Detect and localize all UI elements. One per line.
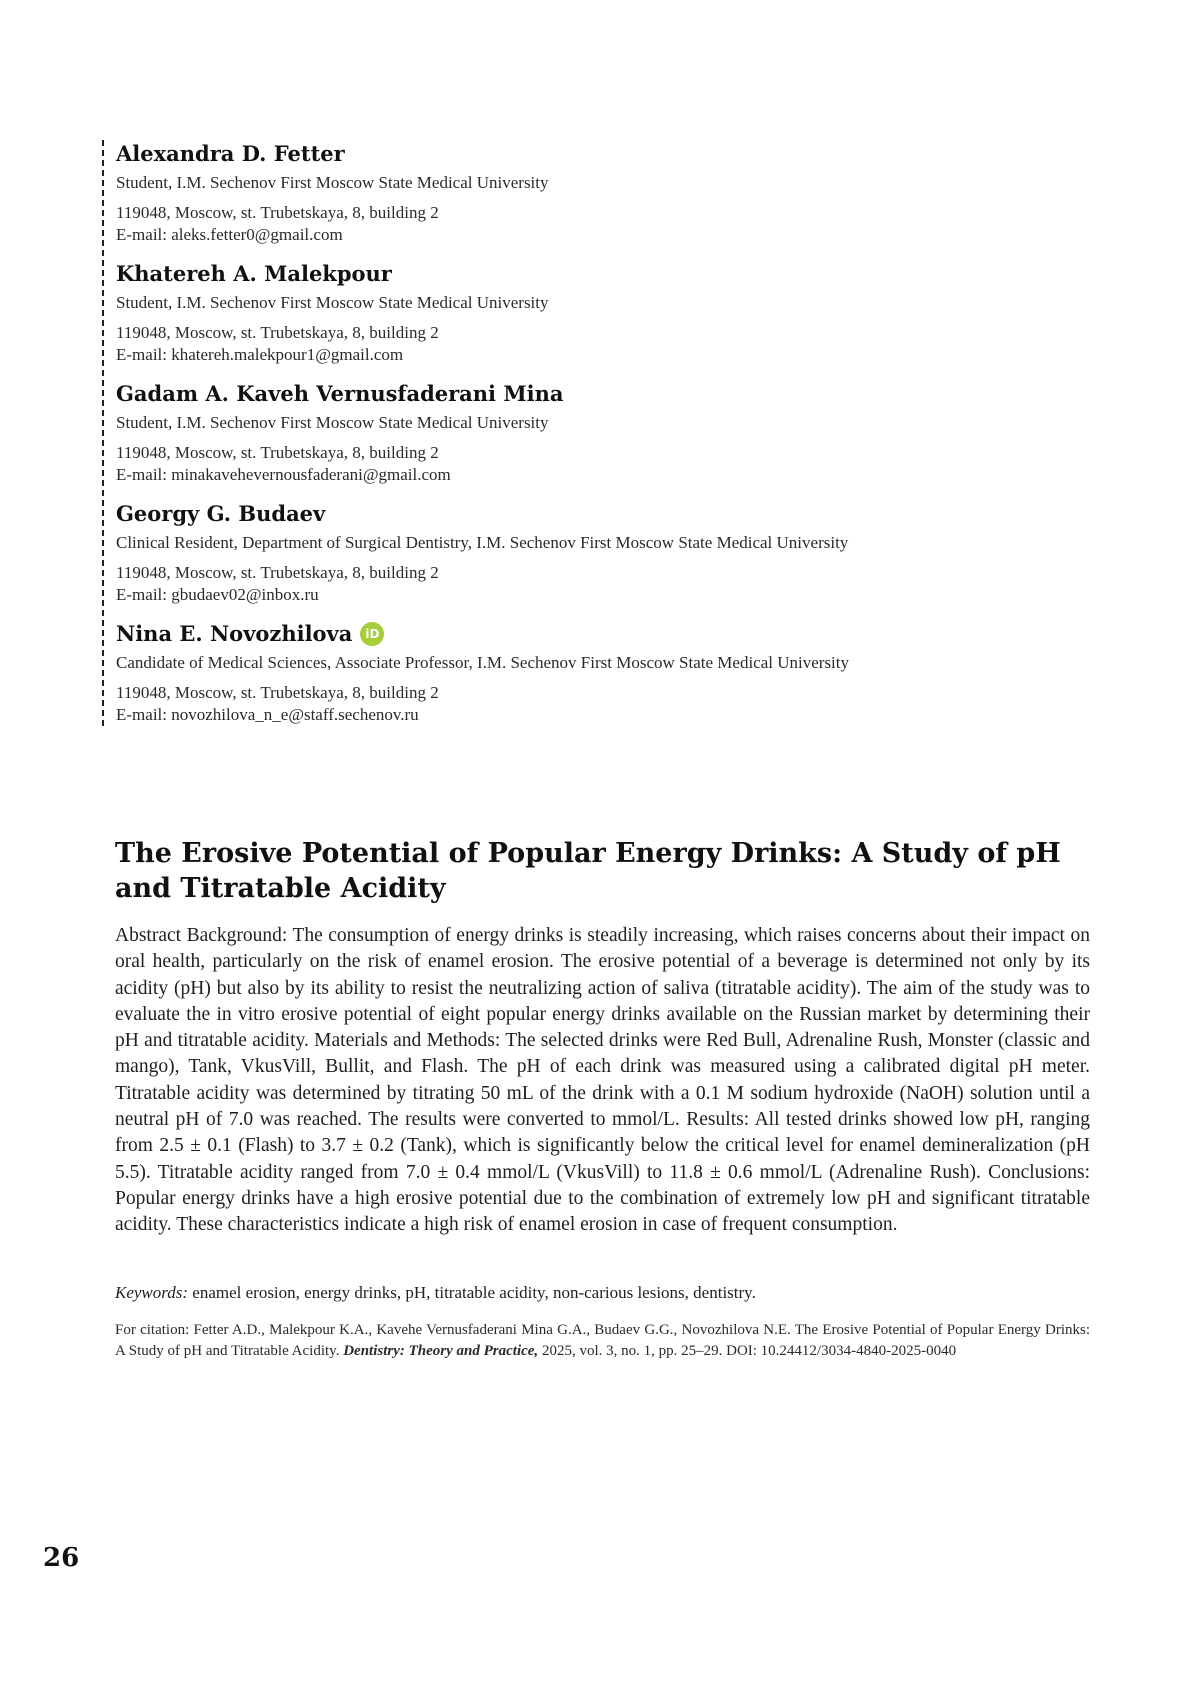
article-title: The Erosive Potential of Popular Energy Drinks: A Study of pH and Titratable Acidity (115, 838, 1061, 904)
keywords-label: Keywords: (115, 1283, 189, 1302)
author-email-line (116, 344, 1116, 366)
author-name (116, 620, 1116, 648)
author-address: 119048, Moscow, st. Trubetskaya, 8, building 2 (116, 443, 439, 462)
keywords-text: enamel erosion, energy drinks, pH, titratable acidity, non-carious lesions, dentistry. (192, 1283, 756, 1302)
author-email-line (116, 224, 1116, 246)
author-name-text: Georgy G. Budaev (116, 501, 326, 526)
author-email[interactable]: aleks.fetter0@gmail.com (171, 225, 343, 244)
author-position: Student, I.M. Sechenov First Moscow State Medical University (116, 413, 549, 432)
author-name (116, 500, 1116, 528)
email-label: E-mail: (116, 465, 167, 484)
author-name (116, 380, 1116, 408)
author-position: Clinical Resident, Department of Surgical Dentistry, I.M. Sechenov First Moscow State Medical University (116, 533, 849, 552)
author-email[interactable]: gbudaev02@inbox.ru (171, 585, 319, 604)
author-block (116, 380, 1116, 486)
author-address: 119048, Moscow, st. Trubetskaya, 8, building 2 (116, 323, 439, 342)
email-label: E-mail: (116, 345, 167, 364)
author-block (116, 620, 1116, 726)
author-name-text: Nina E. Novozhilova (116, 621, 353, 646)
author-email-line (116, 704, 1116, 726)
orcid-icon[interactable]: iD (360, 622, 384, 646)
author-address: 119048, Moscow, st. Trubetskaya, 8, building 2 (116, 563, 439, 582)
author-email-line (116, 464, 1116, 486)
author-name-text: Gadam A. Kaveh Vernusfaderani Mina (116, 381, 564, 406)
author-email[interactable]: khatereh.malekpour1@gmail.com (171, 345, 404, 364)
author-position: Student, I.M. Sechenov First Moscow State Medical University (116, 173, 549, 192)
author-name (116, 260, 1116, 288)
author-block (116, 500, 1116, 606)
article-abstract: Abstract Background: The consumption of energy drinks is steadily increasing, which raises concerns about their impact on oral health, particularly on the risk of enamel erosion. The erosive potential of a beverage is determined not only by its acidity (pH) but also by its ability to resist the neutralizing action of saliva (titratable acidity). The aim of the study was to evaluate the in vitro erosive potential of eight popular energy drinks available on the Russian market by determining their pH and titratable acidity. Materials and Methods: The selected drinks were Red Bull, Adrenaline Rush, Monster (classic and mango), Tank, VkusVill, Bullit, and Flash. The pH of each drink was measured using a calibrated digital pH meter. Titratable acidity was determined by titrating 50 mL of the drink with a 0.1 M sodium hydroxide (NaOH) solution until a neutral pH of 7.0 was reached. The results were converted to mmol/L. Results: All tested drinks showed low pH, ranging from 2.5 ± 0.1 (Flash) to 3.7 ± 0.2 (Tank), which is significantly below the critical level for enamel demineralization (pH 5.5). Titratable acidity ranged from 7.0 ± 0.4 mmol/L (VkusVill) to 11.8 ± 0.6 mmol/L (Adrenaline Rush). Conclusions: Popular energy drinks have a high erosive potential due to the combination of extremely low pH and significant titratable acidity. These characteristics indicate a high risk of enamel erosion in case of frequent consumption. (115, 925, 1090, 1236)
keywords (115, 1282, 1090, 1304)
author-position: Student, I.M. Sechenov First Moscow State Medical University (116, 293, 549, 312)
page-number: 26 (43, 1543, 80, 1573)
citation-journal: Dentistry: Theory and Practice, (343, 1343, 539, 1359)
email-label: E-mail: (116, 225, 167, 244)
author-block (116, 140, 1116, 246)
author-list (102, 140, 1116, 726)
email-label: E-mail: (116, 585, 167, 604)
citation (115, 1320, 1090, 1362)
author-address: 119048, Moscow, st. Trubetskaya, 8, building 2 (116, 683, 439, 702)
author-name-text: Alexandra D. Fetter (116, 141, 345, 166)
email-label: E-mail: (116, 705, 167, 724)
author-position: Candidate of Medical Sciences, Associate Professor, I.M. Sechenov First Moscow State Medical University (116, 653, 850, 672)
citation-text: For citation: Fetter A.D., Malekpour K.A., Kavehe Vernusfaderani Mina G.A., Budaev G.G., Novozhilova N.E. The Erosive Potential of Popular Energy Drinks: A Study of pH and Titratable Acidity. (115, 1322, 1090, 1359)
author-address: 119048, Moscow, st. Trubetskaya, 8, building 2 (116, 203, 439, 222)
author-name (116, 140, 1116, 168)
author-email-line (116, 584, 1116, 606)
author-email[interactable]: novozhilova_n_e@staff.sechenov.ru (171, 705, 419, 724)
author-block (116, 260, 1116, 366)
citation-details: 2025, vol. 3, no. 1, pp. 25–29. DOI: 10.24412/3034-4840-2025-0040 (538, 1343, 957, 1359)
author-name-text: Khatereh A. Malekpour (116, 261, 392, 286)
author-email[interactable]: minakavehevernousfaderani@gmail.com (171, 465, 451, 484)
